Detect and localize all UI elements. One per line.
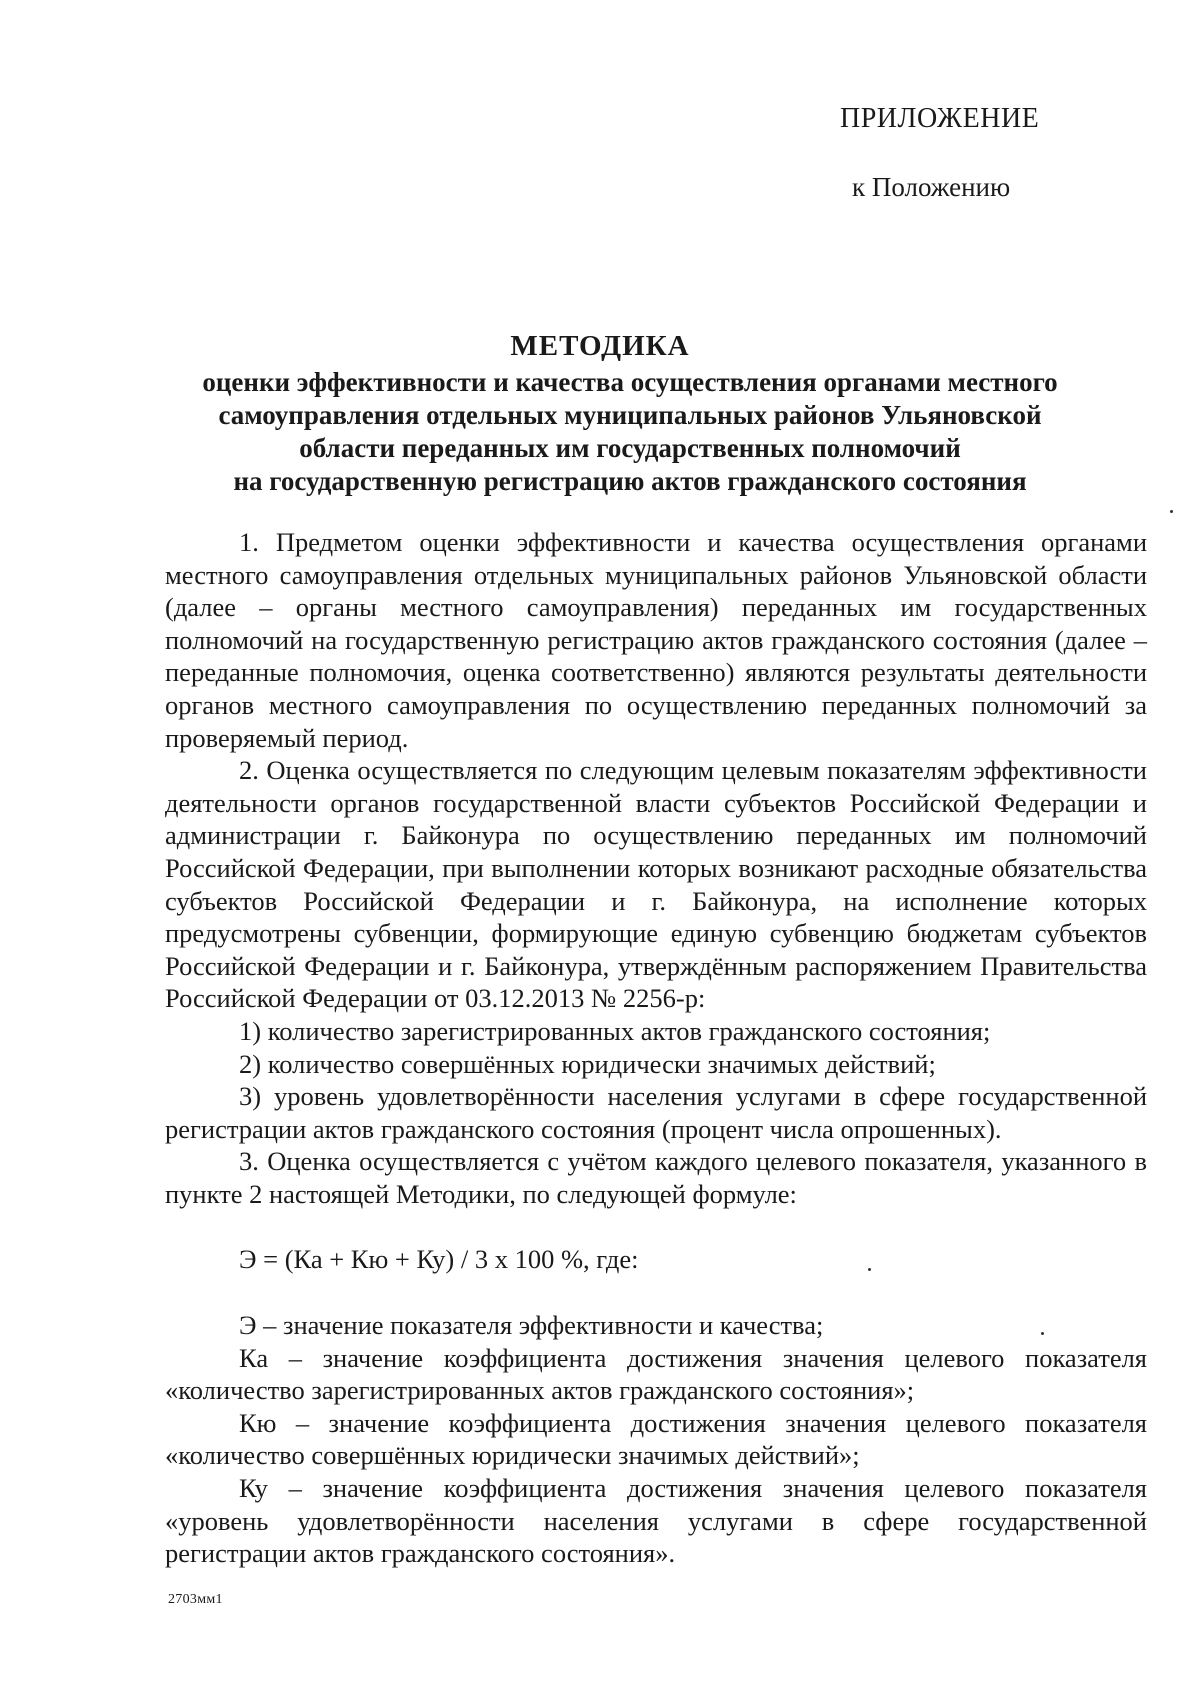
subtitle-line: оценки эффективности и качества осуществления органами местного (202, 367, 1058, 397)
scan-speck (1170, 510, 1173, 513)
annex-reference: к Положению (852, 172, 1011, 202)
scan-speck (868, 1268, 871, 1271)
definition: Ку – значение коэффициента достижения значения целевого показателя «уровень удовлетворённости населения услугами в сфере государственной регистрации актов гражданского состояния». (165, 1473, 1147, 1569)
subtitle-line: области переданных им государственных полномочий (299, 433, 961, 463)
definition: Кю – значение коэффициента достижения значения целевого показателя «количество совершённых юридически значимых действий»; (165, 1407, 1147, 1471)
subtitle-line: на государственную регистрацию актов гражданского состояния (233, 466, 1027, 496)
list-item: 1) количество зарегистрированных актов гражданского состояния; (239, 1015, 991, 1046)
list-item: 3) уровень удовлетворённости населения услугами в сфере государственной регистрации актов гражданского состояния (процент числа опрошенных). (165, 1081, 1147, 1144)
document-body (165, 526, 1147, 1570)
document-subtitle (150, 366, 1110, 498)
paragraph-2: 2. Оценка осуществляется по следующим целевым показателям эффективности деятельности органов государственной власти субъектов Российской Федерации и администрации г. Байконура по осуществлению переданных им полномочий Российской Федерации, при выполнении которых возникают расходные обязательства субъектов Российской Федерации и г. Байконура, на исполнение которых предусмотрены субвенции, формирующие единую субвенцию бюджетам субъектов Российской Федерации и г. Байконура, утверждённым распоряжением Правительства Российской Федерации от 03.12.2013 № 2256-р: (165, 755, 1147, 1014)
formula: Э = (Ка + Кю + Ку) / 3 х 100 %, где: (239, 1244, 639, 1275)
definition: Ка – значение коэффициента достижения значения целевого показателя «количество зарегистрированных актов гражданского состояния»; (165, 1342, 1147, 1406)
scan-speck (1041, 1332, 1044, 1335)
subtitle-line: самоуправления отдельных муниципальных районов Ульяновской (218, 400, 1042, 430)
document-title: МЕТОДИКА (510, 330, 690, 362)
list-item: 2) количество совершённых юридически значимых действий; (239, 1048, 936, 1079)
paragraph-1: 1. Предметом оценки эффективности и качества осуществления органами местного самоуправления отдельных муниципальных районов Ульяновской области (далее – органы местного самоуправления) переданных им государственных полномочий на государственную регистрацию актов гражданского состояния (далее – переданные полномочия, оценка соответственно) являются результаты деятельности органов местного самоуправления по осуществлению переданных полномочий за проверяемый период. (165, 527, 1147, 753)
document-stamp-code: 2703мм1 (168, 1592, 223, 1607)
definition: Э – значение показателя эффективности и качества; (239, 1310, 824, 1341)
paragraph-3: 3. Оценка осуществляется с учётом каждого целевого показателя, указанного в пункте 2 настоящей Методики, по следующей формуле: (165, 1146, 1147, 1209)
annex-title: ПРИЛОЖЕНИЕ (840, 103, 1040, 134)
